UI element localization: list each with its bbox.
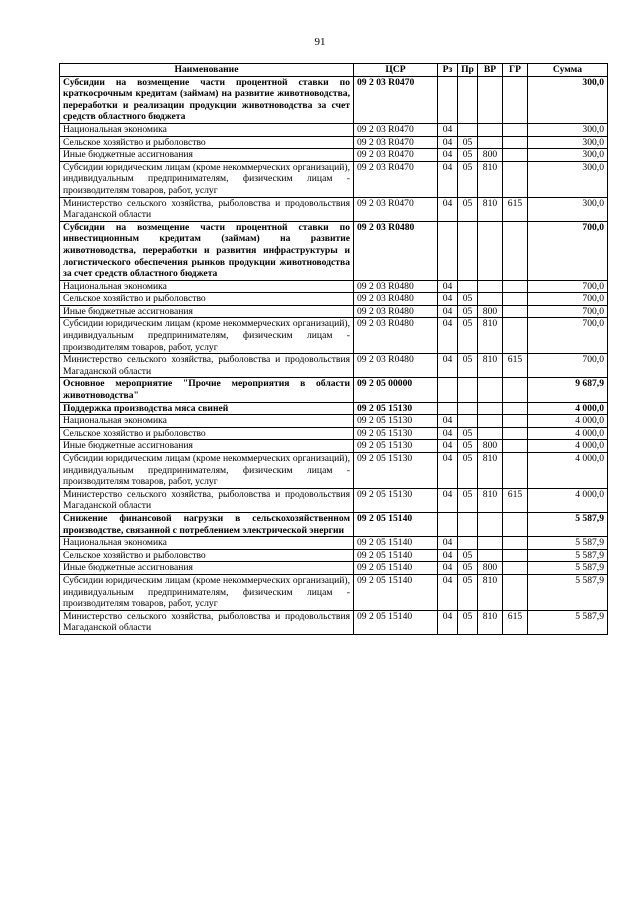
cell-csr: 09 2 03 R0470 [354, 197, 438, 221]
cell-gr [503, 512, 528, 536]
cell-sum: 5 587,9 [528, 562, 608, 575]
cell-vr: 800 [478, 562, 503, 575]
cell-sum: 4 000,0 [528, 453, 608, 489]
cell-name: Сельское хозяйство и рыболовство [60, 293, 354, 306]
cell-sum: 4 000,0 [528, 440, 608, 453]
cell-sum: 700,0 [528, 280, 608, 293]
cell-gr: 615 [503, 610, 528, 634]
cell-name: Иные бюджетные ассигнования [60, 440, 354, 453]
cell-rz: 04 [438, 197, 458, 221]
cell-csr: 09 2 05 15140 [354, 549, 438, 562]
cell-pr: 05 [458, 549, 478, 562]
table-row [60, 610, 608, 634]
cell-rz: 04 [438, 293, 458, 306]
cell-name: Национальная экономика [60, 415, 354, 428]
cell-rz: 04 [438, 427, 458, 440]
cell-pr [458, 402, 478, 415]
cell-vr: 800 [478, 305, 503, 318]
cell-csr: 09 2 05 15140 [354, 610, 438, 634]
header-gr: ГР [503, 64, 528, 77]
cell-sum: 300,0 [528, 76, 608, 123]
cell-name: Сельское хозяйство и рыболовство [60, 136, 354, 149]
cell-vr [478, 378, 503, 402]
table-row [60, 427, 608, 440]
cell-sum: 700,0 [528, 354, 608, 378]
cell-rz [438, 221, 458, 280]
cell-rz: 04 [438, 136, 458, 149]
cell-gr [503, 378, 528, 402]
cell-sum: 5 587,9 [528, 512, 608, 536]
table-row [60, 378, 608, 402]
cell-vr: 810 [478, 197, 503, 221]
cell-sum: 5 587,9 [528, 549, 608, 562]
cell-rz [438, 76, 458, 123]
cell-pr: 05 [458, 136, 478, 149]
table-row [60, 562, 608, 575]
cell-gr [503, 402, 528, 415]
cell-gr: 615 [503, 488, 528, 512]
cell-gr [503, 574, 528, 610]
cell-vr [478, 549, 503, 562]
header-csr: ЦСР [354, 64, 438, 77]
table-row [60, 512, 608, 536]
cell-sum: 700,0 [528, 293, 608, 306]
cell-vr [478, 293, 503, 306]
cell-name: Иные бюджетные ассигнования [60, 562, 354, 575]
cell-vr: 810 [478, 354, 503, 378]
cell-csr: 09 2 03 R0480 [354, 293, 438, 306]
header-rz: Рз [438, 64, 458, 77]
cell-name: Иные бюджетные ассигнования [60, 305, 354, 318]
cell-pr: 05 [458, 453, 478, 489]
cell-pr [458, 76, 478, 123]
table-row [60, 574, 608, 610]
cell-csr: 09 2 03 R0470 [354, 136, 438, 149]
table-row [60, 161, 608, 197]
cell-sum: 4 000,0 [528, 402, 608, 415]
table-row [60, 453, 608, 489]
cell-rz: 04 [438, 280, 458, 293]
cell-rz: 04 [438, 537, 458, 550]
cell-rz: 04 [438, 453, 458, 489]
cell-vr [478, 402, 503, 415]
table-row [60, 440, 608, 453]
cell-sum: 700,0 [528, 221, 608, 280]
cell-sum: 300,0 [528, 149, 608, 162]
cell-rz [438, 378, 458, 402]
cell-rz: 04 [438, 305, 458, 318]
cell-gr [503, 76, 528, 123]
cell-name: Основное мероприятие "Прочие мероприятия в области животноводства" [60, 378, 354, 402]
cell-name: Национальная экономика [60, 280, 354, 293]
cell-pr [458, 415, 478, 428]
table-row [60, 76, 608, 123]
table-row [60, 280, 608, 293]
cell-name: Сельское хозяйство и рыболовство [60, 549, 354, 562]
table-row [60, 488, 608, 512]
cell-pr: 05 [458, 161, 478, 197]
cell-csr: 09 2 05 15140 [354, 574, 438, 610]
cell-rz: 04 [438, 549, 458, 562]
cell-gr [503, 123, 528, 136]
cell-csr: 09 2 05 15130 [354, 488, 438, 512]
cell-pr: 05 [458, 610, 478, 634]
table-row [60, 136, 608, 149]
cell-csr: 09 2 05 15130 [354, 453, 438, 489]
cell-gr [503, 562, 528, 575]
table-header-row [60, 64, 608, 77]
cell-sum: 300,0 [528, 136, 608, 149]
cell-name: Национальная экономика [60, 537, 354, 550]
cell-sum: 5 587,9 [528, 537, 608, 550]
cell-vr [478, 427, 503, 440]
cell-name: Сельское хозяйство и рыболовство [60, 427, 354, 440]
cell-pr: 05 [458, 149, 478, 162]
cell-vr [478, 415, 503, 428]
cell-pr [458, 512, 478, 536]
cell-pr [458, 280, 478, 293]
cell-pr: 05 [458, 318, 478, 354]
cell-rz: 04 [438, 149, 458, 162]
cell-pr [458, 221, 478, 280]
cell-vr [478, 123, 503, 136]
cell-gr [503, 549, 528, 562]
cell-gr [503, 221, 528, 280]
table-row [60, 149, 608, 162]
cell-rz: 04 [438, 574, 458, 610]
table-row [60, 197, 608, 221]
cell-rz [438, 512, 458, 536]
cell-pr: 05 [458, 305, 478, 318]
cell-name: Субсидии юридическим лицам (кроме некоммерческих организаций), индивидуальным предпринимателям, физическим лицам - производителям товаров, работ, услуг [60, 318, 354, 354]
table-row [60, 415, 608, 428]
table-row [60, 123, 608, 136]
cell-sum: 700,0 [528, 305, 608, 318]
cell-csr: 09 2 05 15130 [354, 427, 438, 440]
cell-pr: 05 [458, 440, 478, 453]
cell-pr [458, 123, 478, 136]
cell-csr: 09 2 05 15140 [354, 512, 438, 536]
cell-vr [478, 512, 503, 536]
cell-vr [478, 280, 503, 293]
cell-pr: 05 [458, 488, 478, 512]
cell-csr: 09 2 05 15130 [354, 402, 438, 415]
cell-pr: 05 [458, 562, 478, 575]
cell-pr [458, 378, 478, 402]
cell-rz: 04 [438, 415, 458, 428]
cell-gr [503, 537, 528, 550]
cell-csr: 09 2 03 R0480 [354, 221, 438, 280]
cell-rz: 04 [438, 562, 458, 575]
page-number: 91 [314, 36, 326, 48]
cell-pr: 05 [458, 427, 478, 440]
cell-name: Министерство сельского хозяйства, рыболовства и продовольствия Магаданской области [60, 197, 354, 221]
cell-rz [438, 402, 458, 415]
cell-pr [458, 537, 478, 550]
cell-csr: 09 2 03 R0470 [354, 161, 438, 197]
cell-vr: 800 [478, 149, 503, 162]
cell-gr [503, 415, 528, 428]
cell-pr: 05 [458, 574, 478, 610]
cell-sum: 300,0 [528, 197, 608, 221]
cell-vr: 810 [478, 318, 503, 354]
cell-name: Субсидии на возмещение части процентной ставки по краткосрочным кредитам (займам) на развитие животноводства, переработки и реализации продукции животноводства за счет средств областного бюджета [60, 76, 354, 123]
cell-sum: 5 587,9 [528, 610, 608, 634]
cell-gr: 615 [503, 354, 528, 378]
cell-sum: 9 687,9 [528, 378, 608, 402]
header-name: Наименование [60, 64, 354, 77]
cell-name: Субсидии юридическим лицам (кроме некоммерческих организаций), индивидуальным предпринимателям, физическим лицам - производителям товаров, работ, услуг [60, 574, 354, 610]
cell-vr: 810 [478, 610, 503, 634]
table-row [60, 549, 608, 562]
cell-name: Субсидии на возмещение части процентной ставки по инвестиционным кредитам (займам) на развитие животноводства, переработки и развития инфраструктуры и логистического обеспечения рынков продукции животноводства за счет средств областного бюджета [60, 221, 354, 280]
cell-csr: 09 2 05 15140 [354, 562, 438, 575]
table-body [60, 76, 608, 634]
table-row [60, 305, 608, 318]
cell-sum: 4 000,0 [528, 427, 608, 440]
cell-vr [478, 221, 503, 280]
cell-gr [503, 440, 528, 453]
cell-rz: 04 [438, 318, 458, 354]
cell-vr [478, 537, 503, 550]
cell-csr: 09 2 03 R0480 [354, 305, 438, 318]
cell-csr: 09 2 05 15140 [354, 537, 438, 550]
table-row [60, 537, 608, 550]
cell-vr: 810 [478, 453, 503, 489]
table-row [60, 402, 608, 415]
cell-sum: 5 587,9 [528, 574, 608, 610]
cell-sum: 300,0 [528, 123, 608, 136]
cell-name: Субсидии юридическим лицам (кроме некоммерческих организаций), индивидуальным предпринимателям, физическим лицам - производителям товаров, работ, услуг [60, 161, 354, 197]
table-row [60, 318, 608, 354]
cell-gr [503, 161, 528, 197]
cell-csr: 09 2 05 15130 [354, 415, 438, 428]
cell-name: Министерство сельского хозяйства, рыболовства и продовольствия Магаданской области [60, 488, 354, 512]
cell-gr [503, 427, 528, 440]
cell-vr [478, 136, 503, 149]
cell-name: Поддержка производства мяса свиней [60, 402, 354, 415]
cell-csr: 09 2 03 R0480 [354, 354, 438, 378]
cell-pr: 05 [458, 354, 478, 378]
cell-gr [503, 280, 528, 293]
cell-rz: 04 [438, 440, 458, 453]
cell-vr: 810 [478, 574, 503, 610]
table-row [60, 221, 608, 280]
cell-sum: 4 000,0 [528, 415, 608, 428]
cell-rz: 04 [438, 354, 458, 378]
cell-sum: 700,0 [528, 318, 608, 354]
cell-rz: 04 [438, 488, 458, 512]
cell-sum: 300,0 [528, 161, 608, 197]
cell-gr [503, 305, 528, 318]
cell-gr: 615 [503, 197, 528, 221]
cell-csr: 09 2 03 R0470 [354, 149, 438, 162]
cell-rz: 04 [438, 161, 458, 197]
cell-name: Министерство сельского хозяйства, рыболовства и продовольствия Магаданской области [60, 354, 354, 378]
cell-vr: 810 [478, 161, 503, 197]
cell-pr: 05 [458, 197, 478, 221]
budget-table [59, 63, 608, 635]
cell-csr: 09 2 05 00000 [354, 378, 438, 402]
header-pr: Пр [458, 64, 478, 77]
cell-rz: 04 [438, 123, 458, 136]
cell-name: Снижение финансовой нагрузки в сельскохозяйственном производстве, связанной с потреблением электрической энергии [60, 512, 354, 536]
cell-gr [503, 318, 528, 354]
cell-name: Министерство сельского хозяйства, рыболовства и продовольствия Магаданской области [60, 610, 354, 634]
cell-csr: 09 2 03 R0470 [354, 123, 438, 136]
cell-gr [503, 149, 528, 162]
table-row [60, 293, 608, 306]
cell-name: Субсидии юридическим лицам (кроме некоммерческих организаций), индивидуальным предпринимателям, физическим лицам - производителям товаров, работ, услуг [60, 453, 354, 489]
cell-rz: 04 [438, 610, 458, 634]
cell-name: Национальная экономика [60, 123, 354, 136]
cell-gr [503, 453, 528, 489]
cell-vr: 800 [478, 440, 503, 453]
table-row [60, 354, 608, 378]
cell-sum: 4 000,0 [528, 488, 608, 512]
cell-vr: 810 [478, 488, 503, 512]
cell-gr [503, 293, 528, 306]
cell-csr: 09 2 03 R0480 [354, 318, 438, 354]
cell-name: Иные бюджетные ассигнования [60, 149, 354, 162]
header-sum: Сумма [528, 64, 608, 77]
cell-csr: 09 2 05 15130 [354, 440, 438, 453]
cell-gr [503, 136, 528, 149]
cell-vr [478, 76, 503, 123]
cell-csr: 09 2 03 R0480 [354, 280, 438, 293]
cell-pr: 05 [458, 293, 478, 306]
cell-csr: 09 2 03 R0470 [354, 76, 438, 123]
header-vr: ВР [478, 64, 503, 77]
